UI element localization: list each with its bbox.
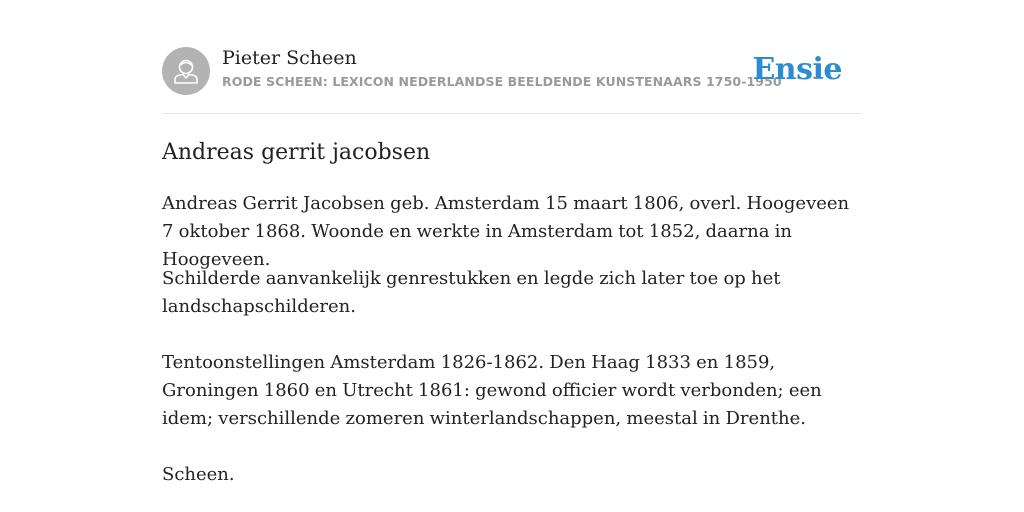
paragraph-style: Schilderde aanvankelijk genrestukken en legde zich later toe op het landschapschilderen. [162,268,781,317]
author-name[interactable]: Pieter Scheen [222,47,357,69]
user-avatar-icon [162,47,210,95]
entry-header [162,46,862,96]
paragraph-biography: Andreas Gerrit Jacobsen geb. Amsterdam 15 maart 1806, overl. Hoogeveen 7 oktober 1868. Woonde en werkte in Amsterdam tot 1852, daarna in Hoogeveen. [162,193,850,270]
entry-card [162,0,862,512]
ensie-logo[interactable]: Ensie [752,52,842,87]
entry-title: Andreas gerrit jacobsen [162,140,431,165]
paragraph-source: Scheen. [162,464,235,485]
header-divider [162,113,862,114]
author-avatar[interactable] [162,47,210,95]
source-title[interactable]: RODE SCHEEN: LEXICON NEDERLANDSE BEELDENDE KUNSTENAARS 1750-1950 [222,74,782,89]
paragraph-exhibitions: Tentoonstellingen Amsterdam 1826-1862. Den Haag 1833 en 1859, Groningen 1860 en Utrecht 1861: gewond officier wordt verbonden; een idem; verschillende zomeren winterlandschappen, meestal in Drenthe. [162,352,822,429]
